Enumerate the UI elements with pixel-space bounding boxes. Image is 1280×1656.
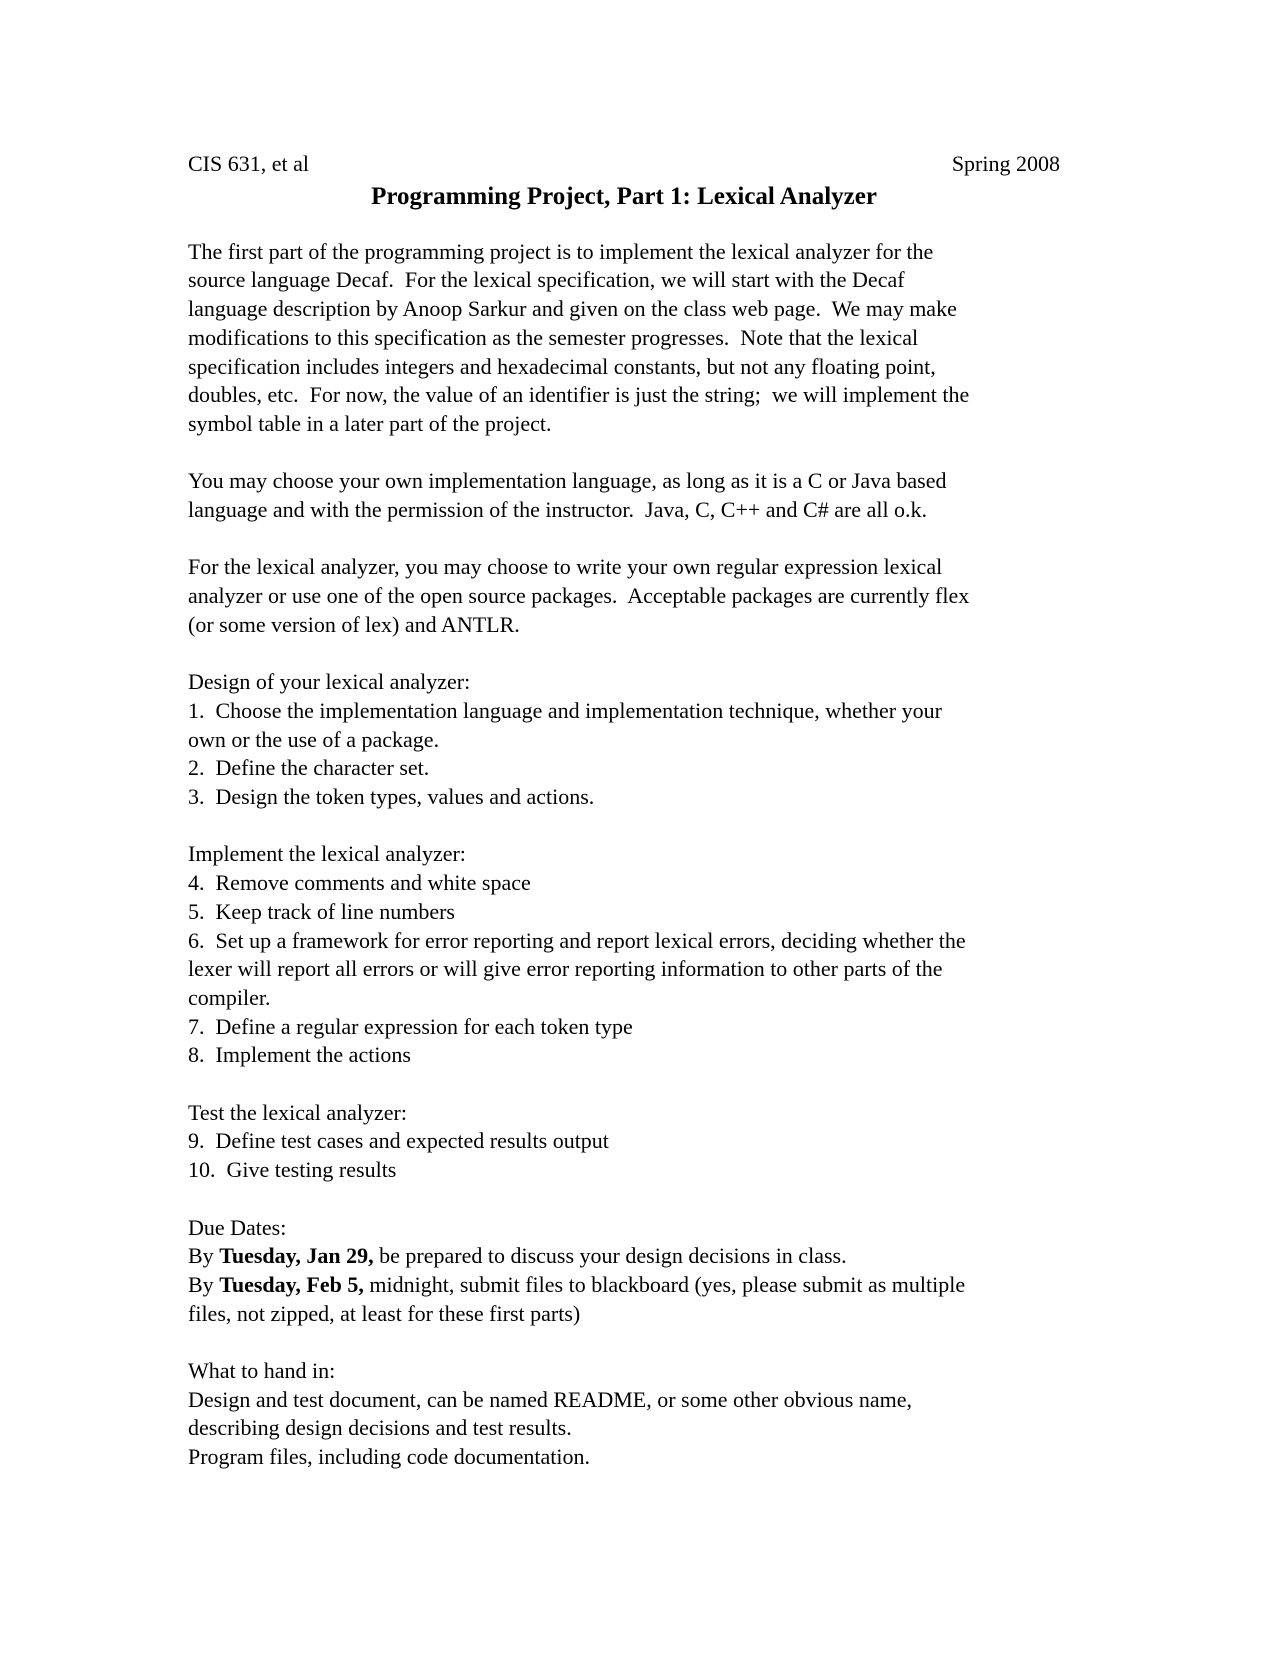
text-line: symbol table in a later part of the project.: [188, 410, 552, 436]
text-line: specification includes integers and hexadecimal constants, but not any floating point,: [188, 353, 936, 379]
list-item: 10. Give testing results: [188, 1157, 397, 1183]
course-label: CIS 631, et al: [188, 151, 309, 176]
list-item: 8. Implement the actions: [188, 1042, 411, 1068]
text-line: language description by Anoop Sarkur and given on the class web page. We may make: [188, 296, 957, 322]
document-page: [188, 150, 1088, 1472]
hand-in-section: [188, 1357, 1088, 1472]
section-heading: What to hand in:: [188, 1358, 336, 1384]
section-heading: Test the lexical analyzer:: [188, 1099, 407, 1125]
test-section: [188, 1099, 1088, 1185]
due-date-continuation: files, not zipped, at least for these first parts): [188, 1300, 581, 1326]
list-item: 9. Define test cases and expected results output: [188, 1128, 609, 1154]
due-prefix: By: [188, 1271, 220, 1297]
intro-paragraph: [188, 238, 1088, 439]
due-date-line: [188, 1271, 1088, 1300]
list-item: lexer will report all errors or will give error reporting information to other parts of the: [188, 956, 943, 982]
text-line: (or some version of lex) and ANTLR.: [188, 611, 520, 637]
due-date: Tuesday, Jan 29,: [219, 1243, 374, 1269]
text-line: The first part of the programming project is to implement the lexical analyzer for the: [188, 238, 934, 264]
text-line: Design and test document, can be named README, or some other obvious name,: [188, 1386, 913, 1412]
section-heading: Due Dates:: [188, 1214, 287, 1240]
list-item: compiler.: [188, 984, 271, 1010]
text-line: modifications to this specification as the semester progresses. Note that the lexical: [188, 324, 919, 350]
design-section: [188, 668, 1088, 812]
text-line: You may choose your own implementation language, as long as it is a C or Java based: [188, 468, 947, 494]
packages-paragraph: [188, 553, 1088, 639]
text-line: For the lexical analyzer, you may choose to write your own regular expression lexical: [188, 554, 943, 580]
text-line: doubles, etc. For now, the value of an identifier is just the string; we will implement the: [188, 382, 970, 408]
due-prefix: By: [188, 1243, 220, 1269]
list-item: 4. Remove comments and white space: [188, 870, 531, 896]
implement-section: [188, 840, 1088, 1070]
section-heading: Implement the lexical analyzer:: [188, 841, 466, 867]
list-item: 6. Set up a framework for error reporting and report lexical errors, deciding whether the: [188, 927, 966, 953]
list-item: 7. Define a regular expression for each token type: [188, 1013, 633, 1039]
list-item: 2. Define the character set.: [188, 755, 430, 781]
page-title: Programming Project, Part 1: Lexical Analyzer: [371, 182, 877, 210]
text-line: analyzer or use one of the open source packages. Acceptable packages are currently flex: [188, 583, 970, 609]
section-heading: Design of your lexical analyzer:: [188, 669, 471, 695]
due-date-line: [188, 1242, 1088, 1271]
text-line: source language Decaf. For the lexical specification, we will start with the Decaf: [188, 267, 905, 293]
list-item: 1. Choose the implementation language and implementation technique, whether your: [188, 697, 942, 723]
due-dates-section: [188, 1214, 1088, 1329]
term-label: Spring 2008: [951, 151, 1060, 176]
due-description: midnight, submit files to blackboard (yes, please submit as multiple: [363, 1271, 966, 1297]
text-line: language and with the permission of the instructor. Java, C, C++ and C# are all o.k.: [188, 497, 928, 523]
header-row: [188, 150, 1060, 179]
list-item: own or the use of a package.: [188, 726, 440, 752]
text-line: Program files, including code documentation.: [188, 1444, 591, 1470]
list-item: 3. Design the token types, values and actions.: [188, 784, 595, 810]
text-line: describing design decisions and test results.: [188, 1415, 572, 1441]
language-paragraph: [188, 467, 1088, 524]
due-date: Tuesday, Feb 5,: [219, 1271, 364, 1297]
list-item: 5. Keep track of line numbers: [188, 898, 455, 924]
due-description: be prepared to discuss your design decisions in class.: [373, 1243, 847, 1269]
